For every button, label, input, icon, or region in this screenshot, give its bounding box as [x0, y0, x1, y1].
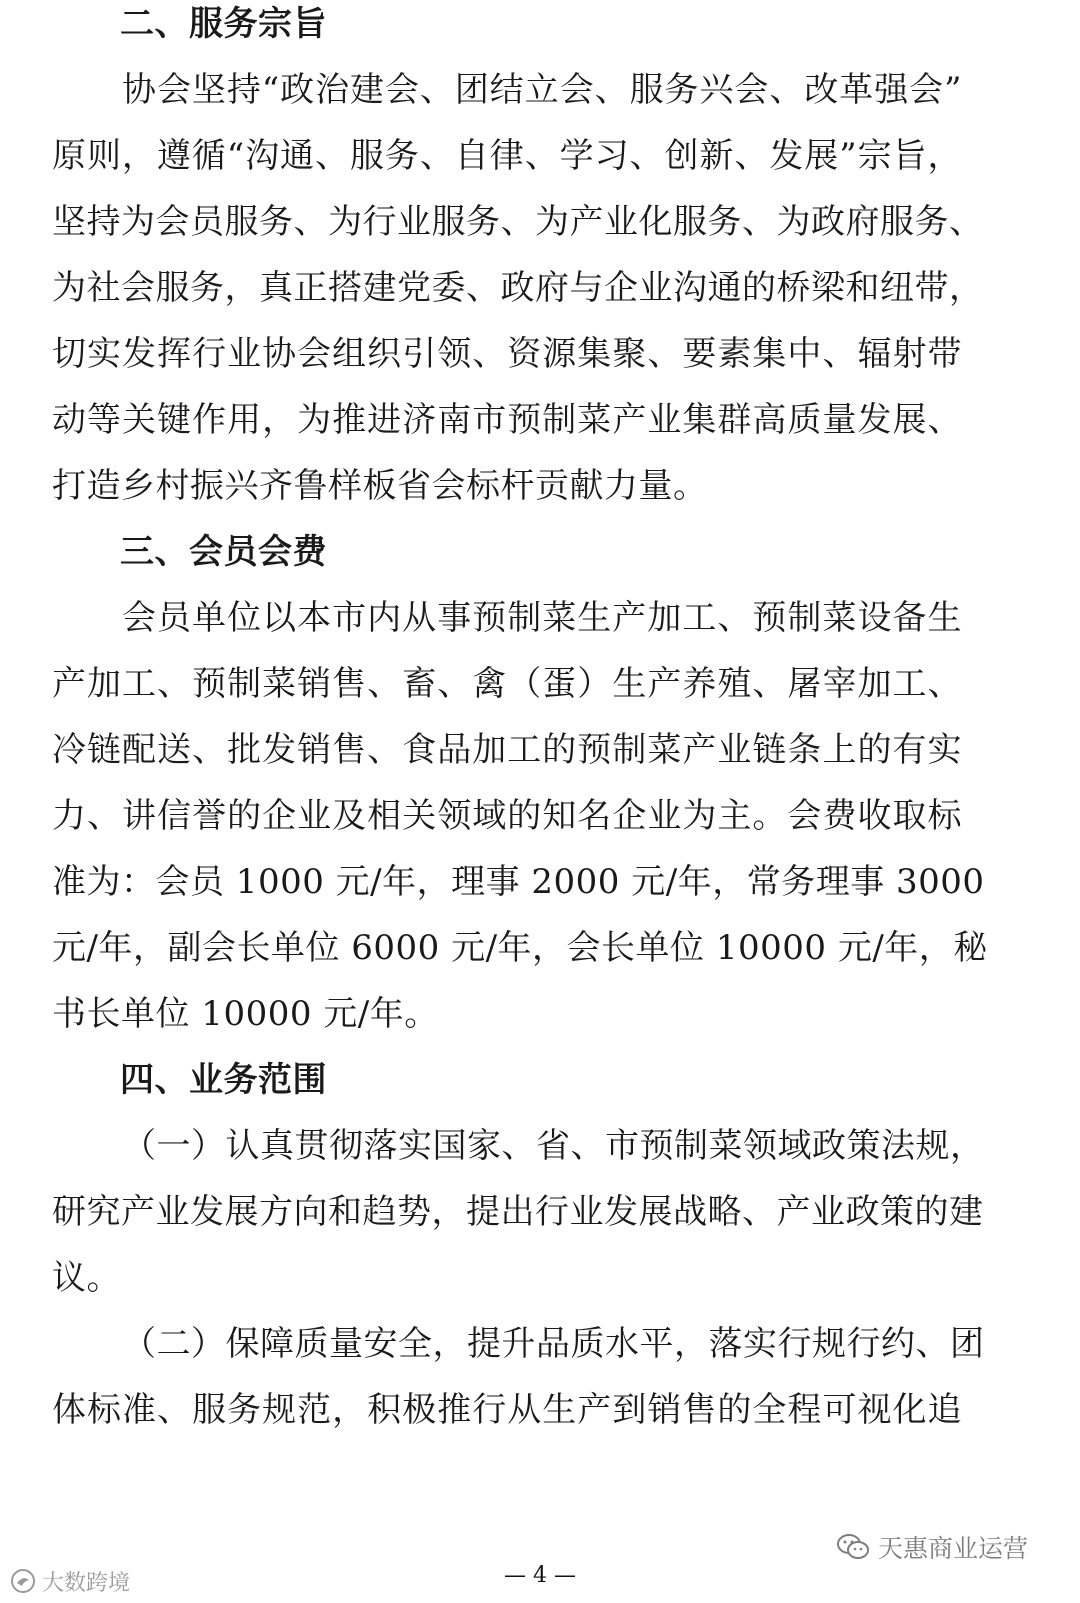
wechat-watermark — [836, 1530, 1028, 1564]
paragraph-line: 元/年，副会长单位 6000 元/年，会长单位 10000 元/年，秘 — [52, 928, 988, 968]
list-item-line: （二）保障质量安全，提升品质水平，落实行规行约、团 — [122, 1324, 985, 1364]
paragraph-line: 打造乡村振兴齐鲁样板省会标杆贡献力量。 — [52, 466, 708, 506]
paragraph-line: 冷链配送、批发销售、食品加工的预制菜产业链条上的有实 — [52, 730, 962, 770]
paragraph-line: 会员单位以本市内从事预制菜生产加工、预制菜设备生 — [122, 598, 962, 638]
paragraph-line: 动等关键作用，为推进济南市预制菜产业集群高质量发展、 — [52, 400, 962, 440]
list-item-line: 议。 — [52, 1258, 121, 1298]
wechat-watermark-text: 天惠商业运营 — [877, 1534, 1028, 1563]
paragraph-line: 切实发挥行业协会组织引领、资源集聚、要素集中、辐射带 — [52, 334, 962, 374]
section-heading-membership-fees: 三、会员会费 — [120, 532, 327, 572]
section-heading-service-purpose: 二、服务宗旨 — [120, 4, 327, 44]
paragraph-line: 为社会服务，真正搭建党委、政府与企业沟通的桥梁和纽带， — [52, 268, 984, 308]
list-item-line: （一）认真贯彻落实国家、省、市预制菜领域政策法规， — [122, 1126, 985, 1166]
paragraph-line: 书长单位 10000 元/年。 — [52, 994, 439, 1034]
paragraph-line: 坚持为会员服务、为行业服务、为产业化服务、为政府服务、 — [52, 202, 984, 242]
paragraph-line: 原则，遵循“沟通、服务、自律、学习、创新、发展”宗旨， — [52, 136, 962, 176]
list-item-line: 体标准、服务规范，积极推行从生产到销售的全程可视化追 — [52, 1390, 962, 1430]
paragraph-line: 协会坚持“政治建会、团结立会、服务兴会、改革强会” — [122, 70, 962, 110]
paragraph-line: 力、讲信誉的企业及相关领域的知名企业为主。会费收取标 — [52, 796, 962, 836]
section-heading-business-scope: 四、业务范围 — [120, 1060, 327, 1100]
paragraph-line: 产加工、预制菜销售、畜、禽（蛋）生产养殖、屠宰加工、 — [52, 664, 962, 704]
wechat-icon — [836, 1533, 870, 1561]
list-item-line: 研究产业发展方向和趋势，提出行业发展战略、产业政策的建 — [52, 1192, 984, 1232]
source-watermark-text: 大数跨境 — [42, 1570, 131, 1596]
paragraph-line: 准为：会员 1000 元/年，理事 2000 元/年，常务理事 3000 — [52, 862, 985, 902]
page-number: — 4 — — [504, 1563, 576, 1588]
